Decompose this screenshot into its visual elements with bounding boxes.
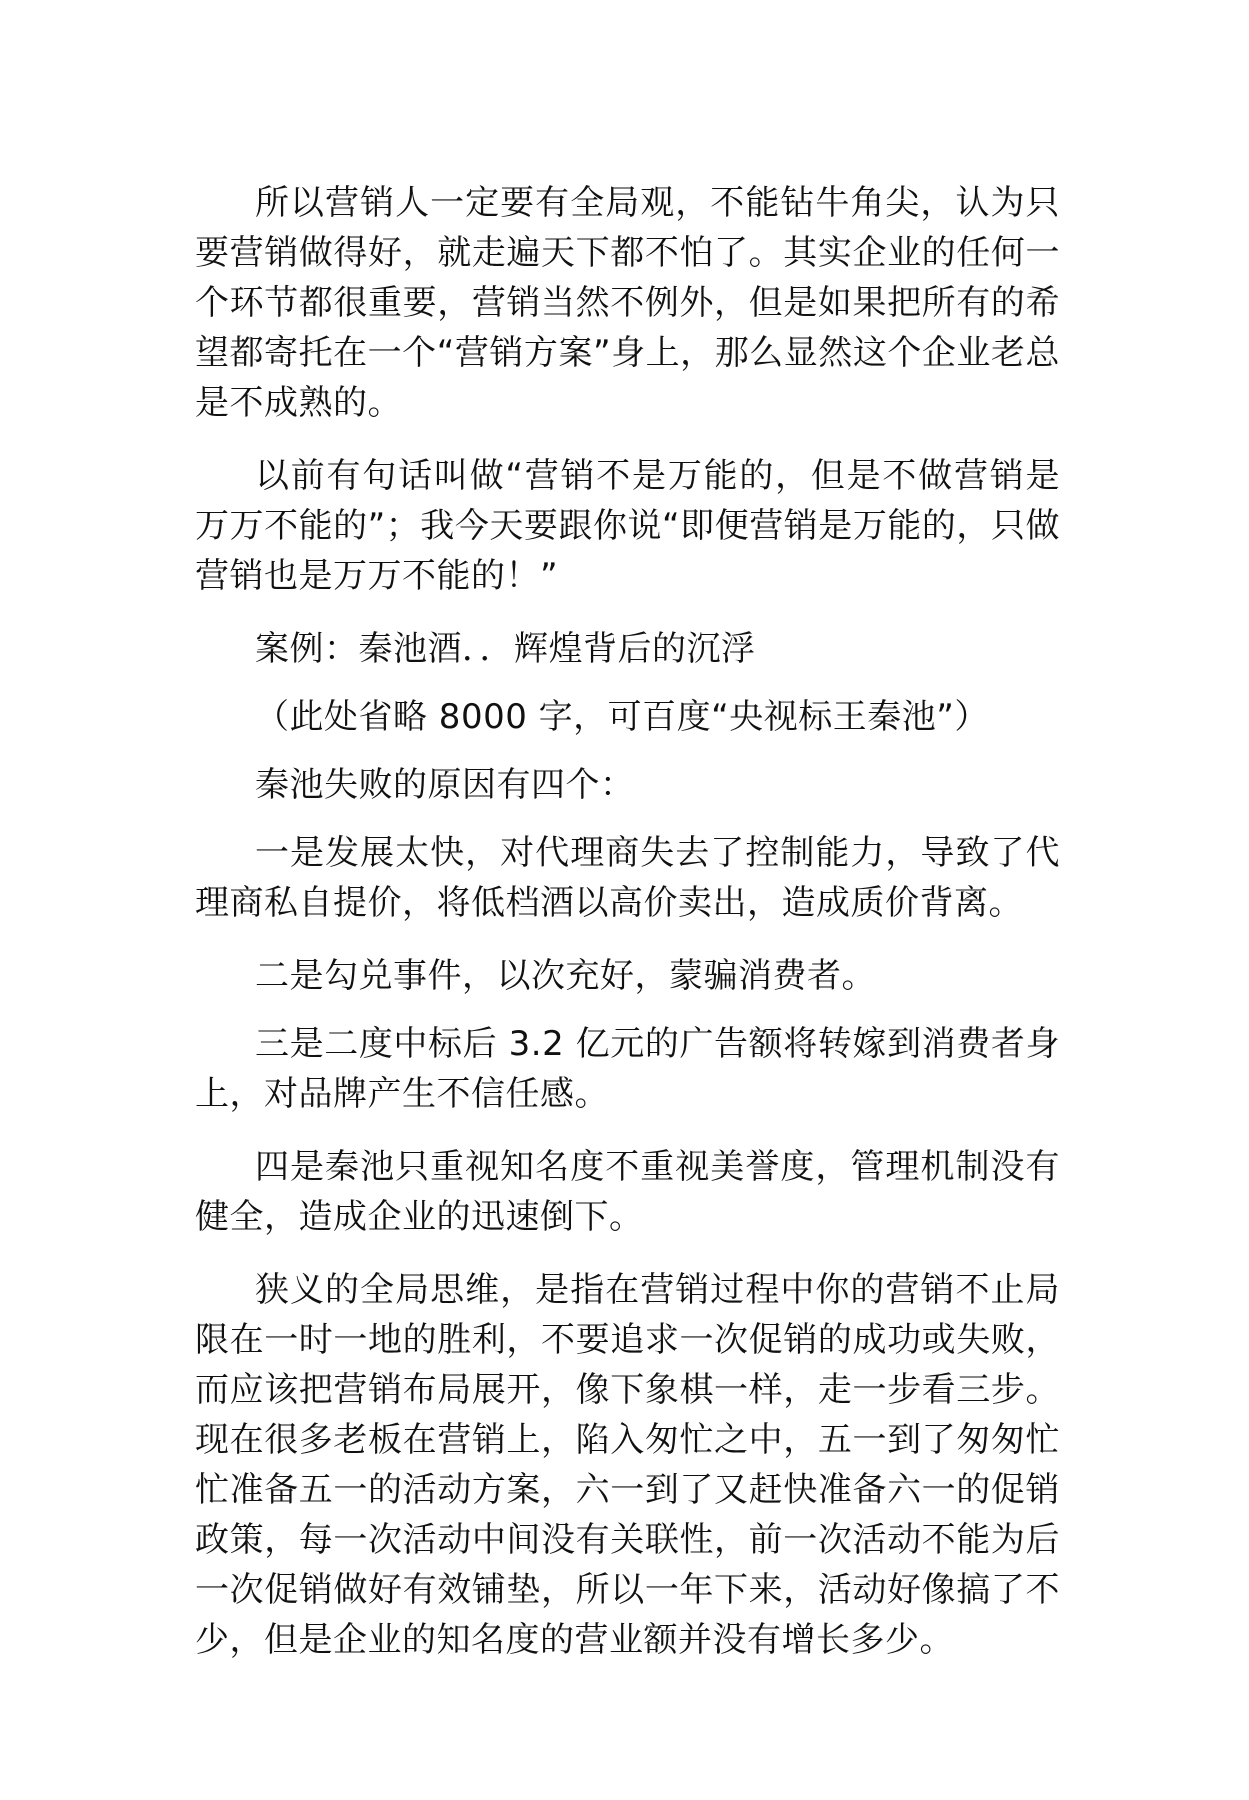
paragraph-marketing-saying: 以前有句话叫做“营销不是万能的，但是不做营销是万万不能的”；我今天要跟你说“即便营销是万能的，只做营销也是万万不能的！” — [195, 456, 1060, 596]
paragraph-reason-four: 四是秦池只重视知名度不重视美誉度，管理机制没有健全，造成企业的迅速倒下。 — [195, 1147, 1060, 1237]
paragraph-reason-two: 二是勾兑事件，以次充好，蒙骗消费者。 — [255, 956, 876, 996]
paragraph-narrow-global-thinking: 狭义的全局思维，是指在营销过程中你的营销不止局限在一时一地的胜利，不要追求一次促销的成功或失败，而应该把营销布局展开，像下象棋一样，走一步看三步。现在很多老板在营销上，陷入匆忙之中，五一到了匆匆忙忙准备五一的活动方案，六一到了又赶快准备六一的促销政策，每一次活动中间没有关联性，前一次活动不能为后一次促销做好有效铺垫，所以一年下来，活动好像搞了不少，但是企业的知名度的营业额并没有增长多少。 — [195, 1270, 1060, 1660]
paragraph-omitted-note: （此处省略 8000 字，可百度“央视标王秦池”） — [255, 697, 989, 737]
paragraph-reason-one: 一是发展太快，对代理商失去了控制能力，导致了代理商私自提价，将低档酒以高价卖出，造成质价背离。 — [195, 833, 1060, 923]
paragraph-case-title: 案例：秦池酒．．辉煌背后的沉浮 — [255, 629, 756, 669]
document-body — [195, 178, 1060, 1688]
paragraph-reasons-intro: 秦池失败的原因有四个： — [255, 765, 635, 805]
paragraph-reason-three: 三是二度中标后 3.2 亿元的广告额将转嫁到消费者身上，对品牌产生不信任感。 — [195, 1024, 1060, 1114]
paragraph-global-view: 所以营销人一定要有全局观，不能钻牛角尖，认为只要营销做得好，就走遍天下都不怕了。其实企业的任何一个环节都很重要，营销当然不例外，但是如果把所有的希望都寄托在一个“营销方案”身上，那么显然这个企业老总是不成熟的。 — [195, 183, 1060, 423]
